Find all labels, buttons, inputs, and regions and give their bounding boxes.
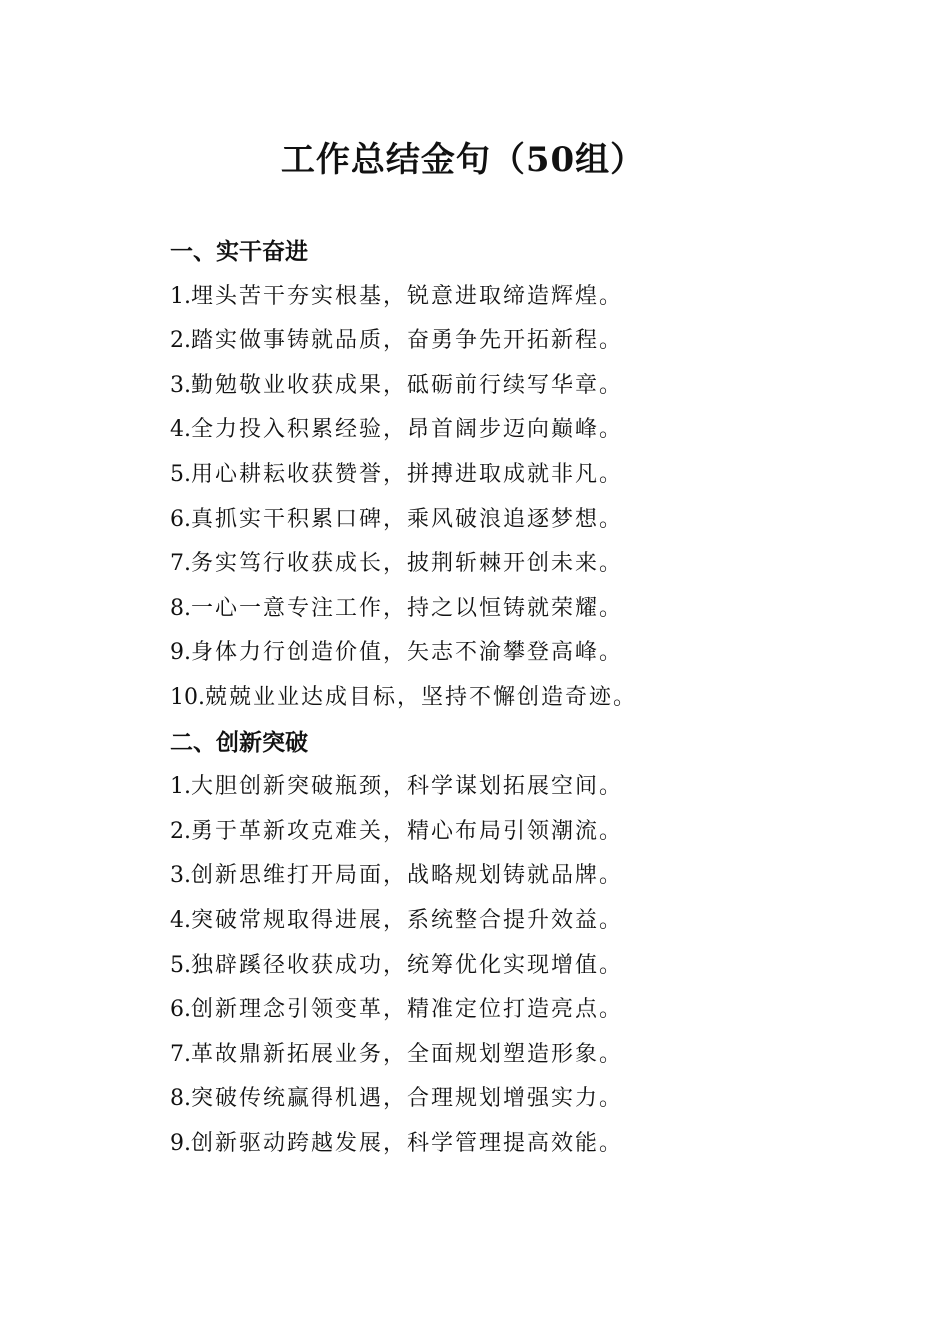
list-item <box>170 988 890 1033</box>
item-text: 埋头苦干夯实根基，锐意进取缔造辉煌。 <box>191 283 624 309</box>
item-number: 7. <box>170 1041 191 1067</box>
item-number: 9. <box>170 1130 191 1156</box>
item-number: 2. <box>170 818 191 844</box>
list-item <box>170 364 890 409</box>
list-item <box>170 899 890 944</box>
document-title: 工作总结金句（50组） <box>280 140 646 180</box>
section-heading-chuangxin-tupo: 二、创新突破 <box>170 729 308 756</box>
item-text: 勇于革新攻克难关，精心布局引领潮流。 <box>191 818 624 844</box>
list-item <box>170 676 890 721</box>
list-item <box>170 453 890 498</box>
item-number: 6. <box>170 997 191 1023</box>
list-item <box>170 1033 890 1078</box>
item-text: 务实笃行收获成长，披荆斩棘开创未来。 <box>191 551 624 577</box>
item-number: 2. <box>170 328 191 354</box>
item-text: 真抓实干积累口碑，乘风破浪追逐梦想。 <box>191 506 624 532</box>
item-text: 创新驱动跨越发展，科学管理提高效能。 <box>191 1130 624 1156</box>
list-item <box>170 275 890 320</box>
item-text: 创新理念引领变革，精准定位打造亮点。 <box>191 997 624 1023</box>
item-text: 大胆创新突破瓶颈，科学谋划拓展空间。 <box>191 774 624 800</box>
item-number: 8. <box>170 595 191 621</box>
item-number: 5. <box>170 461 191 487</box>
item-text: 用心耕耘收获赞誉，拼搏进取成就非凡。 <box>191 461 624 487</box>
document-body <box>170 230 890 1166</box>
item-text: 身体力行创造价值，矢志不渝攀登高峰。 <box>191 640 624 666</box>
item-text: 兢兢业业达成目标，坚持不懈创造奇迹。 <box>205 684 638 710</box>
list-item <box>170 587 890 632</box>
list-item <box>170 1077 890 1122</box>
item-number: 7. <box>170 551 191 577</box>
list-item <box>170 854 890 899</box>
item-text: 全力投入积累经验，昂首阔步迈向巅峰。 <box>191 417 624 443</box>
list-item <box>170 765 890 810</box>
list-item <box>170 408 890 453</box>
item-number: 4. <box>170 907 191 933</box>
item-number: 4. <box>170 417 191 443</box>
item-number: 3. <box>170 863 191 889</box>
item-text: 突破传统赢得机遇，合理规划增强实力。 <box>191 1086 624 1112</box>
item-text: 勤勉敬业收获成果，砥砺前行续写华章。 <box>191 372 624 398</box>
list-item <box>170 542 890 587</box>
item-number: 5. <box>170 952 191 978</box>
item-number: 1. <box>170 774 191 800</box>
item-number: 3. <box>170 372 191 398</box>
item-text: 革故鼎新拓展业务，全面规划塑造形象。 <box>191 1041 624 1067</box>
item-text: 一心一意专注工作，持之以恒铸就荣耀。 <box>191 595 624 621</box>
list-item <box>170 631 890 676</box>
item-number: 1. <box>170 283 191 309</box>
list-item <box>170 319 890 364</box>
item-number: 10. <box>170 684 205 710</box>
item-number: 8. <box>170 1086 191 1112</box>
item-number: 9. <box>170 640 191 666</box>
item-number: 6. <box>170 506 191 532</box>
item-text: 突破常规取得进展，系统整合提升效益。 <box>191 907 624 933</box>
section-heading-shigan-fenjin: 一、实干奋进 <box>170 239 308 265</box>
list-item <box>170 810 890 855</box>
list-item <box>170 944 890 989</box>
item-text: 独辟蹊径收获成功，统筹优化实现增值。 <box>191 952 624 978</box>
item-text: 创新思维打开局面，战略规划铸就品牌。 <box>191 863 624 889</box>
item-text: 踏实做事铸就品质，奋勇争先开拓新程。 <box>191 328 624 354</box>
list-item <box>170 1122 890 1167</box>
list-item <box>170 498 890 543</box>
